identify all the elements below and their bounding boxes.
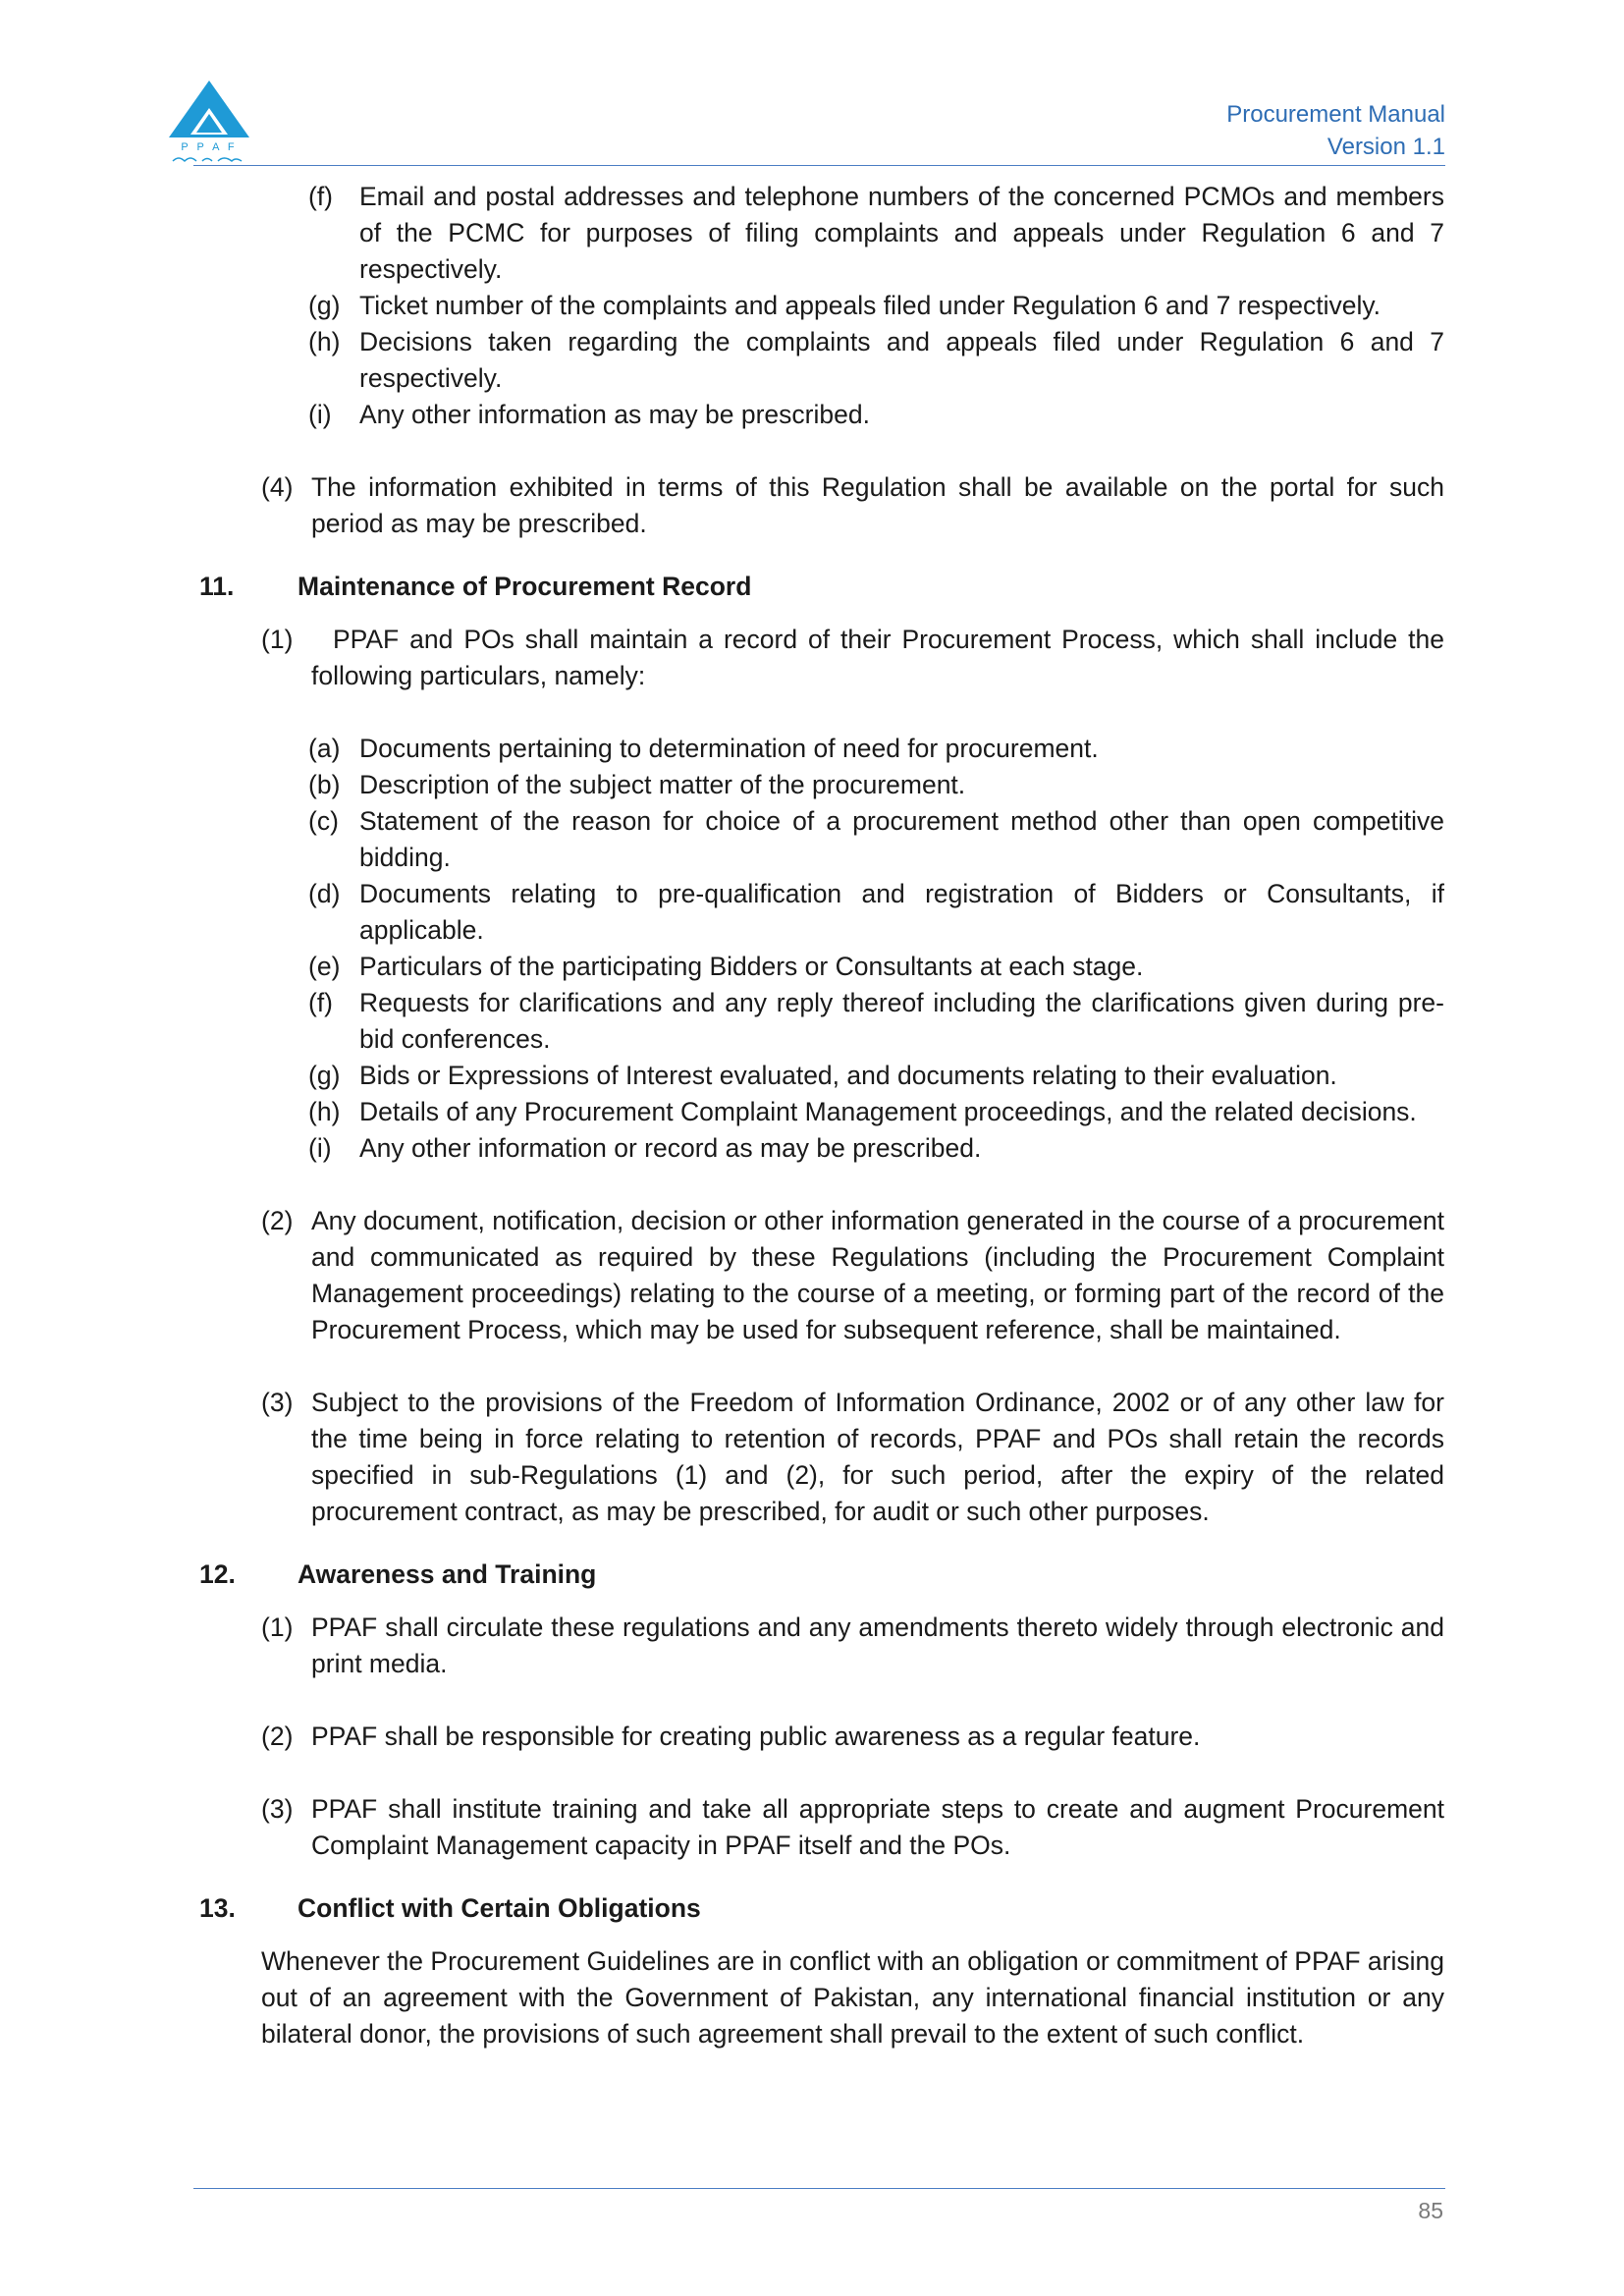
ppaf-logo bbox=[167, 79, 251, 167]
list-item: (c) Statement of the reason for choice of a procurement method other than open competitive bidding. bbox=[308, 806, 1444, 872]
list-item: (h) Decisions taken regarding the complaints and appeals filed under Regulation 6 and 7 respectively. bbox=[308, 327, 1444, 393]
list-item: (i) Any other information as may be prescribed. bbox=[308, 400, 870, 429]
sub-regulation-12-1: (1) PPAF shall circulate these regulations and any amendments thereto widely through electronic and print media. bbox=[261, 1613, 1444, 1678]
list-item: (i) Any other information or record as may be prescribed. bbox=[308, 1133, 982, 1163]
sub-regulation-12-3: (3) PPAF shall institute training and take all appropriate steps to create and augment Procurement Complaint Management capacity in PPAF itself and the POs. bbox=[261, 1794, 1444, 1860]
list-item: (g) Bids or Expressions of Interest evaluated, and documents relating to their evaluation. bbox=[308, 1061, 1337, 1090]
page-content bbox=[0, 179, 1624, 2052]
list-item: (g) Ticket number of the complaints and appeals filed under Regulation 6 and 7 respectively. bbox=[308, 291, 1380, 320]
sub-regulation-11-2: (2) Any document, notification, decision or other information generated in the course of a procurement and communicated as required by these Regulations (including the Procurement Complaint Management proceedings) relating to the course of a meeting, or forming part of the record of the Procurement Process, which may be used for subsequent reference, shall be maintained. bbox=[261, 1206, 1444, 1344]
header-divider bbox=[193, 165, 1445, 166]
section-heading-13: 13. Conflict with Certain Obligations bbox=[199, 1893, 701, 1923]
list-item: (e) Particulars of the participating Bidders or Consultants at each stage. bbox=[308, 952, 1144, 981]
manual-title: Procurement Manual bbox=[1226, 101, 1445, 128]
sub-regulation-12-2: (2) PPAF shall be responsible for creating public awareness as a regular feature. bbox=[261, 1722, 1201, 1751]
page-number: 85 bbox=[1418, 2198, 1443, 2223]
list-item: (d) Documents relating to pre-qualification and registration of Bidders or Consultants, if applicable. bbox=[308, 879, 1444, 945]
list-item: (h) Details of any Procurement Complaint Management proceedings, and the related decisions. bbox=[308, 1097, 1417, 1126]
footer-divider bbox=[193, 2188, 1445, 2189]
list-item: (f) Requests for clarifications and any reply thereof including the clarifications given during pre-bid conferences. bbox=[308, 988, 1444, 1054]
version-label: Version 1.1 bbox=[1326, 134, 1445, 160]
list-item: (a) Documents pertaining to determination of need for procurement. bbox=[308, 734, 1099, 763]
sub-regulation-11-3: (3) Subject to the provisions of the Freedom of Information Ordinance, 2002 or of any other law for the time being in force relating to retention of records, PPAF and POs shall retain the records specified in sub-Regulations (1) and (2), for such period, after the expiry of the related procurement contract, as may be prescribed, for audit or such other purposes. bbox=[261, 1388, 1444, 1526]
list-item: (f) Email and postal addresses and telephone numbers of the concerned PCMOs and members of the PCMC for purposes of filing complaints and appeals under Regulation 6 and 7 respectively. bbox=[308, 182, 1444, 284]
logo-text: P P A F bbox=[181, 141, 238, 153]
section-heading-12: 12. Awareness and Training bbox=[199, 1559, 597, 1589]
list-item: (b) Description of the subject matter of the procurement. bbox=[308, 770, 966, 799]
sub-regulation-4: (4) The information exhibited in terms of this Regulation shall be available on the portal for such period as may be prescribed. bbox=[261, 472, 1444, 538]
document-header bbox=[1226, 98, 1445, 163]
sub-regulation-11-1: (1) PPAF and POs shall maintain a record of their Procurement Process, which shall include the following particulars, namely: bbox=[261, 625, 1444, 690]
section-13-body: Whenever the Procurement Guidelines are in conflict with an obligation or commitment of PPAF arising out of an agreement with the Government of Pakistan, any international financial institution or any bilateral donor, the provisions of such agreement shall prevail to the extent of such conflict. bbox=[261, 1946, 1444, 2049]
section-heading-11: 11. Maintenance of Procurement Record bbox=[199, 572, 752, 601]
